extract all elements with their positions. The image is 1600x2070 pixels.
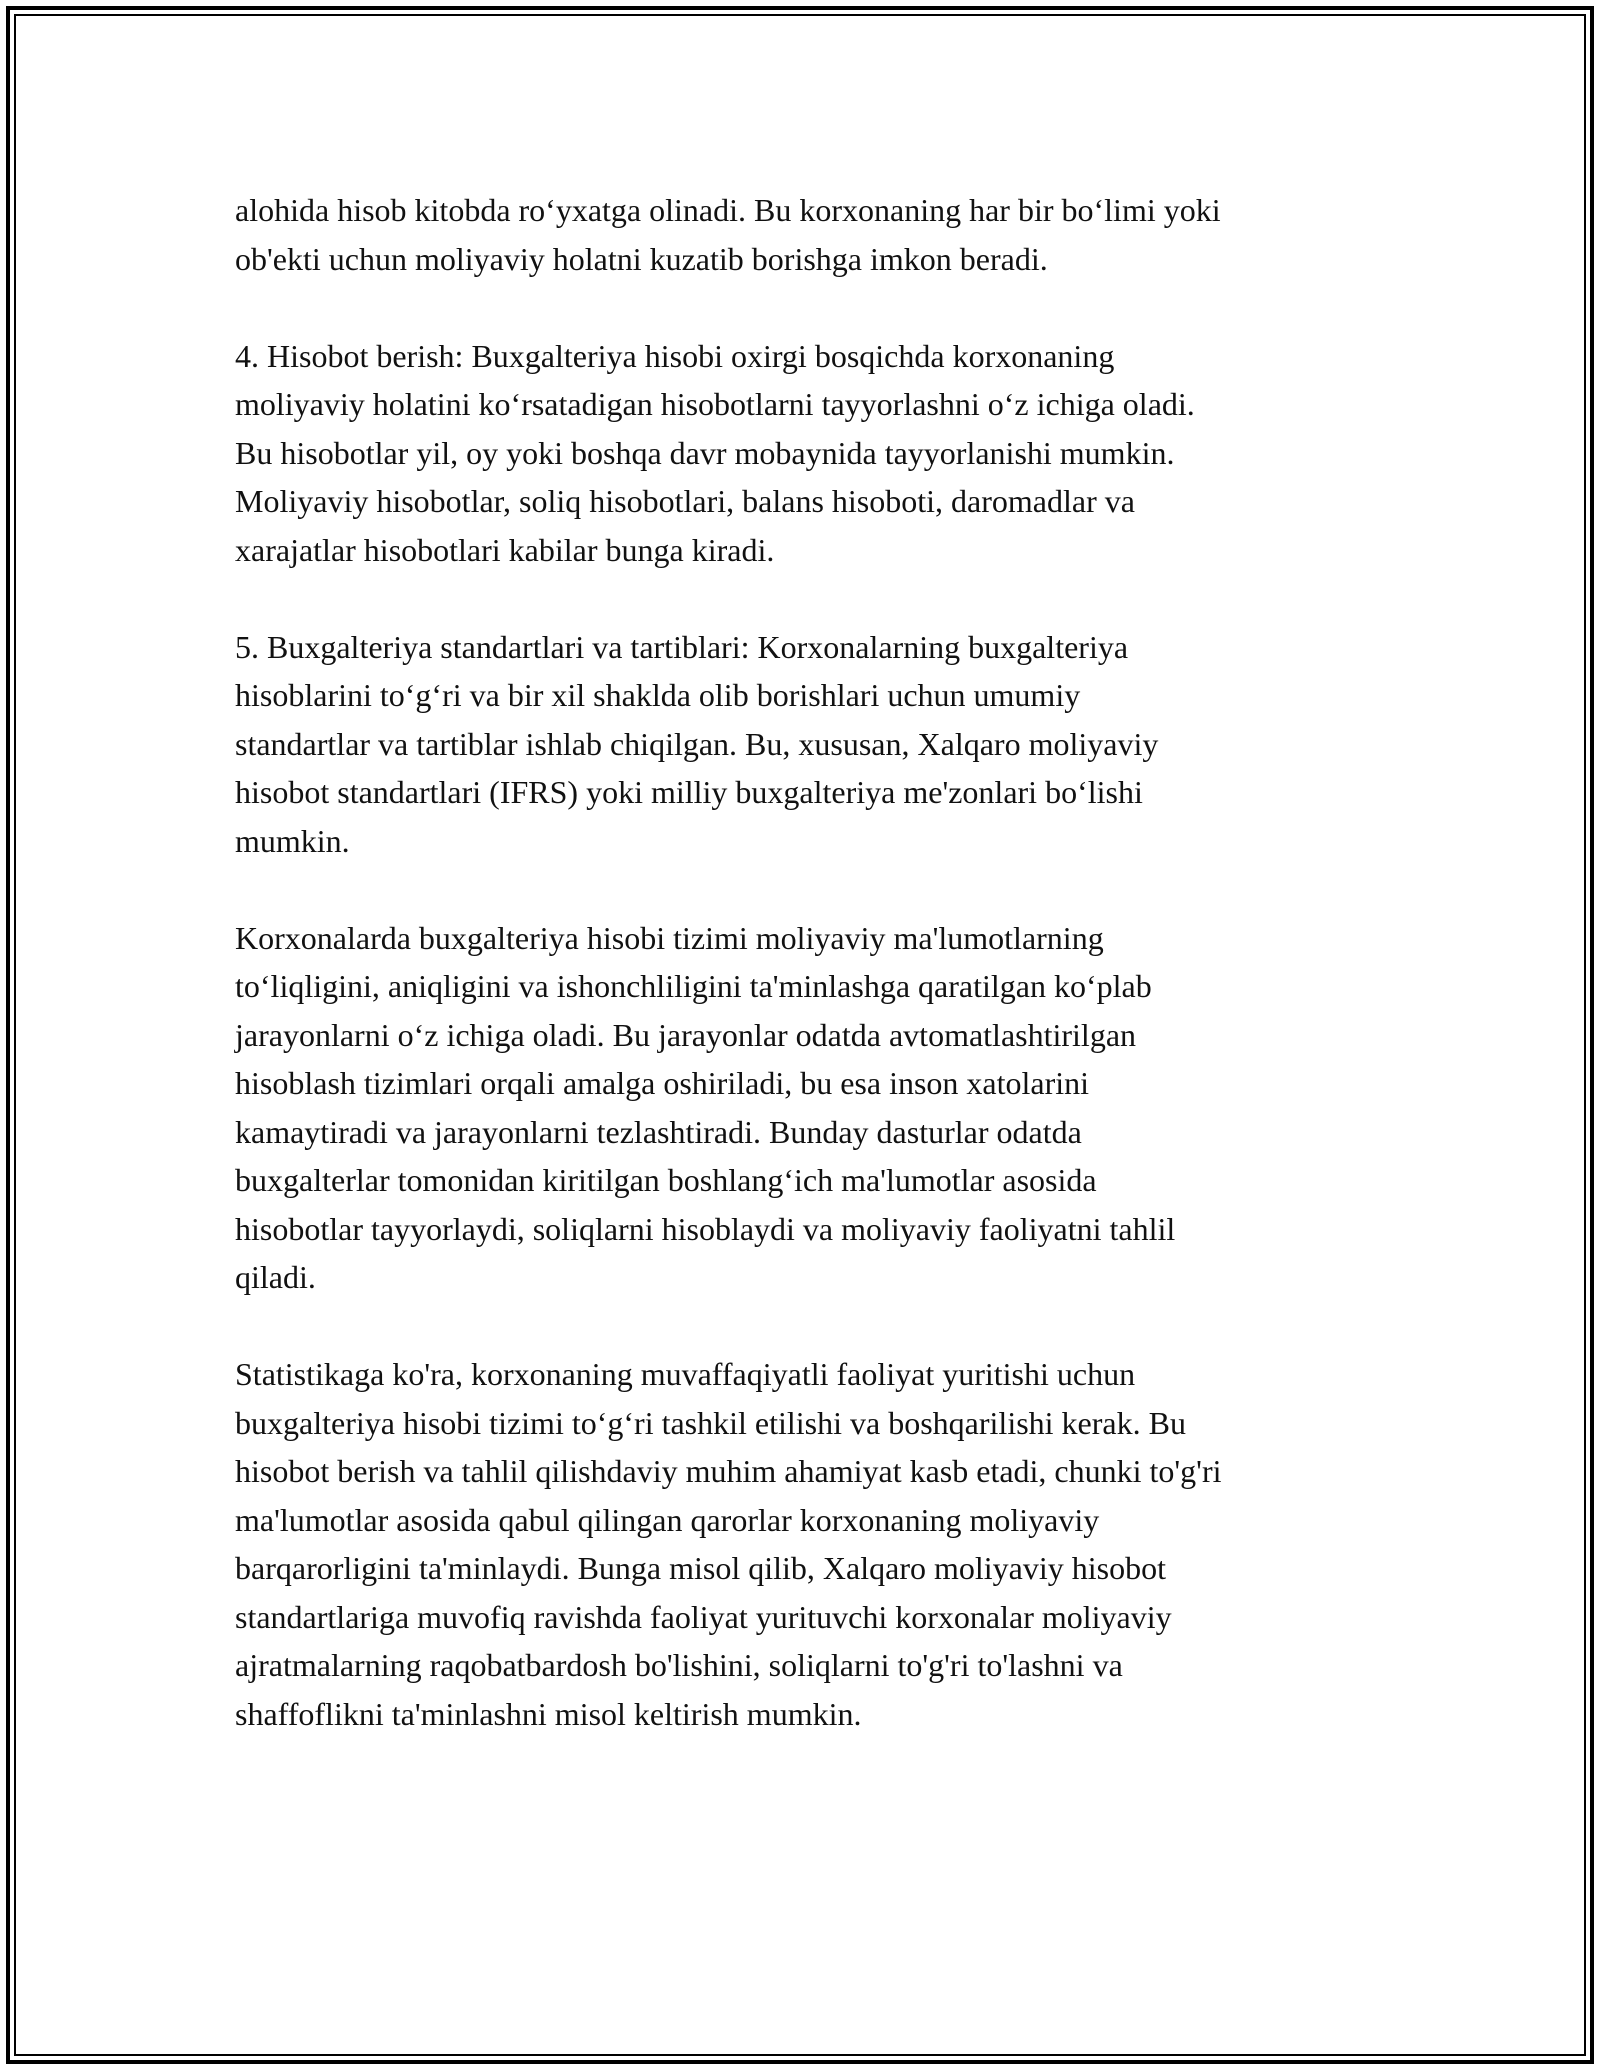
paragraph-korxonalarda: Korxonalarda buxgalteriya hisobi tizimi moliyaviy ma'lumotlarning to‘liqligini, aniqligini va ishonchliligini ta'minlashga qaratilgan ko‘plab jarayonlarni o‘z ichiga oladi. Bu jarayonlar odatda avtomatlashtirilgan hisoblash tizimlari orqali amalga oshiriladi, bu esa inson xatolarini kamaytiradi va jarayonlarni tezlashtiradi. Bunday dasturlar odatda buxgalterlar tomonidan kiritilgan boshlang‘ich ma'lumotlar asosida hisobotlar tayyorlaydi, soliqlarni hisoblaydi va moliyaviy faoliyatni tahlil qiladi. — [235, 919, 1176, 1295]
paragraph-continuation: alohida hisob kitobda ro‘yxatga olinadi. Bu korxonaning har bir bo‘limi yoki ob'ekti uchun moliyaviy holatni kuzatib borishga imkon beradi. — [235, 192, 1221, 277]
paragraph-buxgalteriya-standartlari: 5. Buxgalteriya standartlari va tartiblari: Korxonalarning buxgalteriya hisoblarini to‘g‘ri va bir xil shaklda olib borishlari uchun umumiy standartlar va tartiblar ishlab chiqilgan. Bu, xususan, Xalqaro moliyaviy hisobot standartlari (IFRS) yoki milliy buxgalteriya me'zonlari bo‘lishi mumkin. — [235, 628, 1159, 859]
paragraph-statistikaga: Statistikaga ko'ra, korxonaning muvaffaqiyatli faoliyat yuritishi uchun buxgalteriya hisobi tizimi to‘g‘ri tashkil etilishi va boshqarilishi kerak. Bu hisobot berish va tahlil qilishdaviy muhim ahamiyat kasb etadi, chunki to'g'ri ma'lumotlar asosida qabul qilingan qarorlar korxonaning moliyaviy barqarorligini ta'minlaydi. Bunga misol qilib, Xalqaro moliyaviy hisobot standartlariga muvofiq ravishda faoliyat yurituvchi korxonalar moliyaviy ajratmalarning raqobatbardosh bo'lishini, soliqlarni to'g'ri to'lashni va shaffoflikni ta'minlashni misol keltirish mumkin. — [235, 1356, 1222, 1732]
document-body — [235, 186, 1385, 1787]
paragraph-hisobot-berish: 4. Hisobot berish: Buxgalteriya hisobi oxirgi bosqichda korxonaning moliyaviy holatini ko‘rsatadigan hisobotlarni tayyorlashni o‘z ichiga oladi. Bu hisobotlar yil, oy yoki boshqa davr mobaynida tayyorlanishi mumkin. Moliyaviy hisobotlar, soliq hisobotlari, balans hisoboti, daromadlar va xarajatlar hisobotlari kabilar bunga kiradi. — [235, 337, 1195, 568]
